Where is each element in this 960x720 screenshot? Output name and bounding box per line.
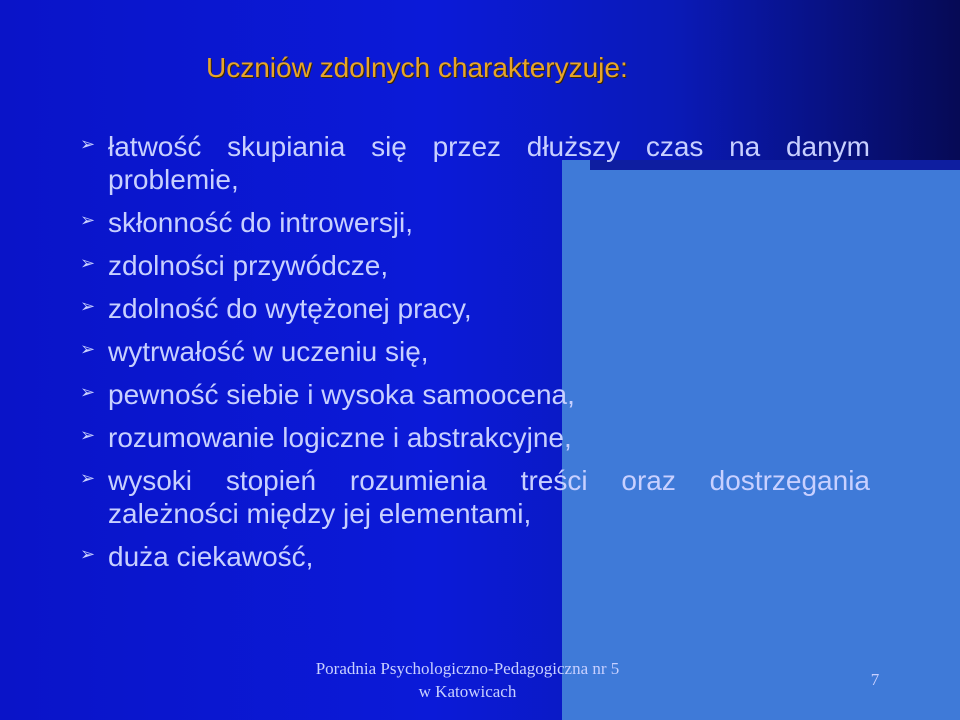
list-item	[80, 540, 870, 573]
list-item	[80, 130, 870, 196]
list-item-text: wytrwałość w uczeniu się,	[108, 336, 429, 367]
arrowhead-outline-icon: ➢	[80, 134, 96, 154]
list-item-text: zdolność do wytężonej pracy,	[108, 293, 472, 324]
list-item-text: pewność siebie i wysoka samoocena,	[108, 379, 575, 410]
arrowhead-outline-icon: ➢	[80, 468, 96, 488]
list-item	[80, 335, 870, 368]
arrowhead-outline-icon: ➢	[80, 425, 96, 445]
list-item-text: wysoki stopień rozumienia treści oraz dostrzegania zależności między jej elementami,	[108, 465, 870, 529]
arrowhead-outline-icon: ➢	[80, 296, 96, 316]
list-item-text: duża ciekawość,	[108, 541, 314, 572]
arrowhead-outline-icon: ➢	[80, 210, 96, 230]
list-item-text: łatwość skupiania się przez dłuższy czas na danym problemie,	[108, 131, 870, 195]
footer	[300, 657, 635, 703]
list-item-text: rozumowanie logiczne i abstrakcyjne,	[108, 422, 572, 453]
list-item-text: skłonność do introwersji,	[108, 207, 414, 238]
page-number: 7	[870, 670, 880, 689]
bullet-list	[80, 130, 870, 573]
list-item	[80, 464, 870, 530]
arrowhead-outline-icon: ➢	[80, 339, 96, 359]
arrowhead-outline-icon: ➢	[80, 253, 96, 273]
list-item	[80, 206, 870, 239]
slide-title: Uczniów zdolnych charakteryzuje:	[206, 52, 628, 83]
list-item	[80, 378, 870, 411]
footer-line-2: w Katowicach	[418, 682, 517, 701]
list-item	[80, 292, 870, 325]
list-item	[80, 249, 870, 282]
arrowhead-outline-icon: ➢	[80, 544, 96, 564]
arrowhead-outline-icon: ➢	[80, 382, 96, 402]
list-item-text: zdolności przywódcze,	[108, 250, 389, 281]
footer-line-1: Poradnia Psychologiczno-Pedagogiczna nr 5	[315, 659, 620, 678]
list-item	[80, 421, 870, 454]
